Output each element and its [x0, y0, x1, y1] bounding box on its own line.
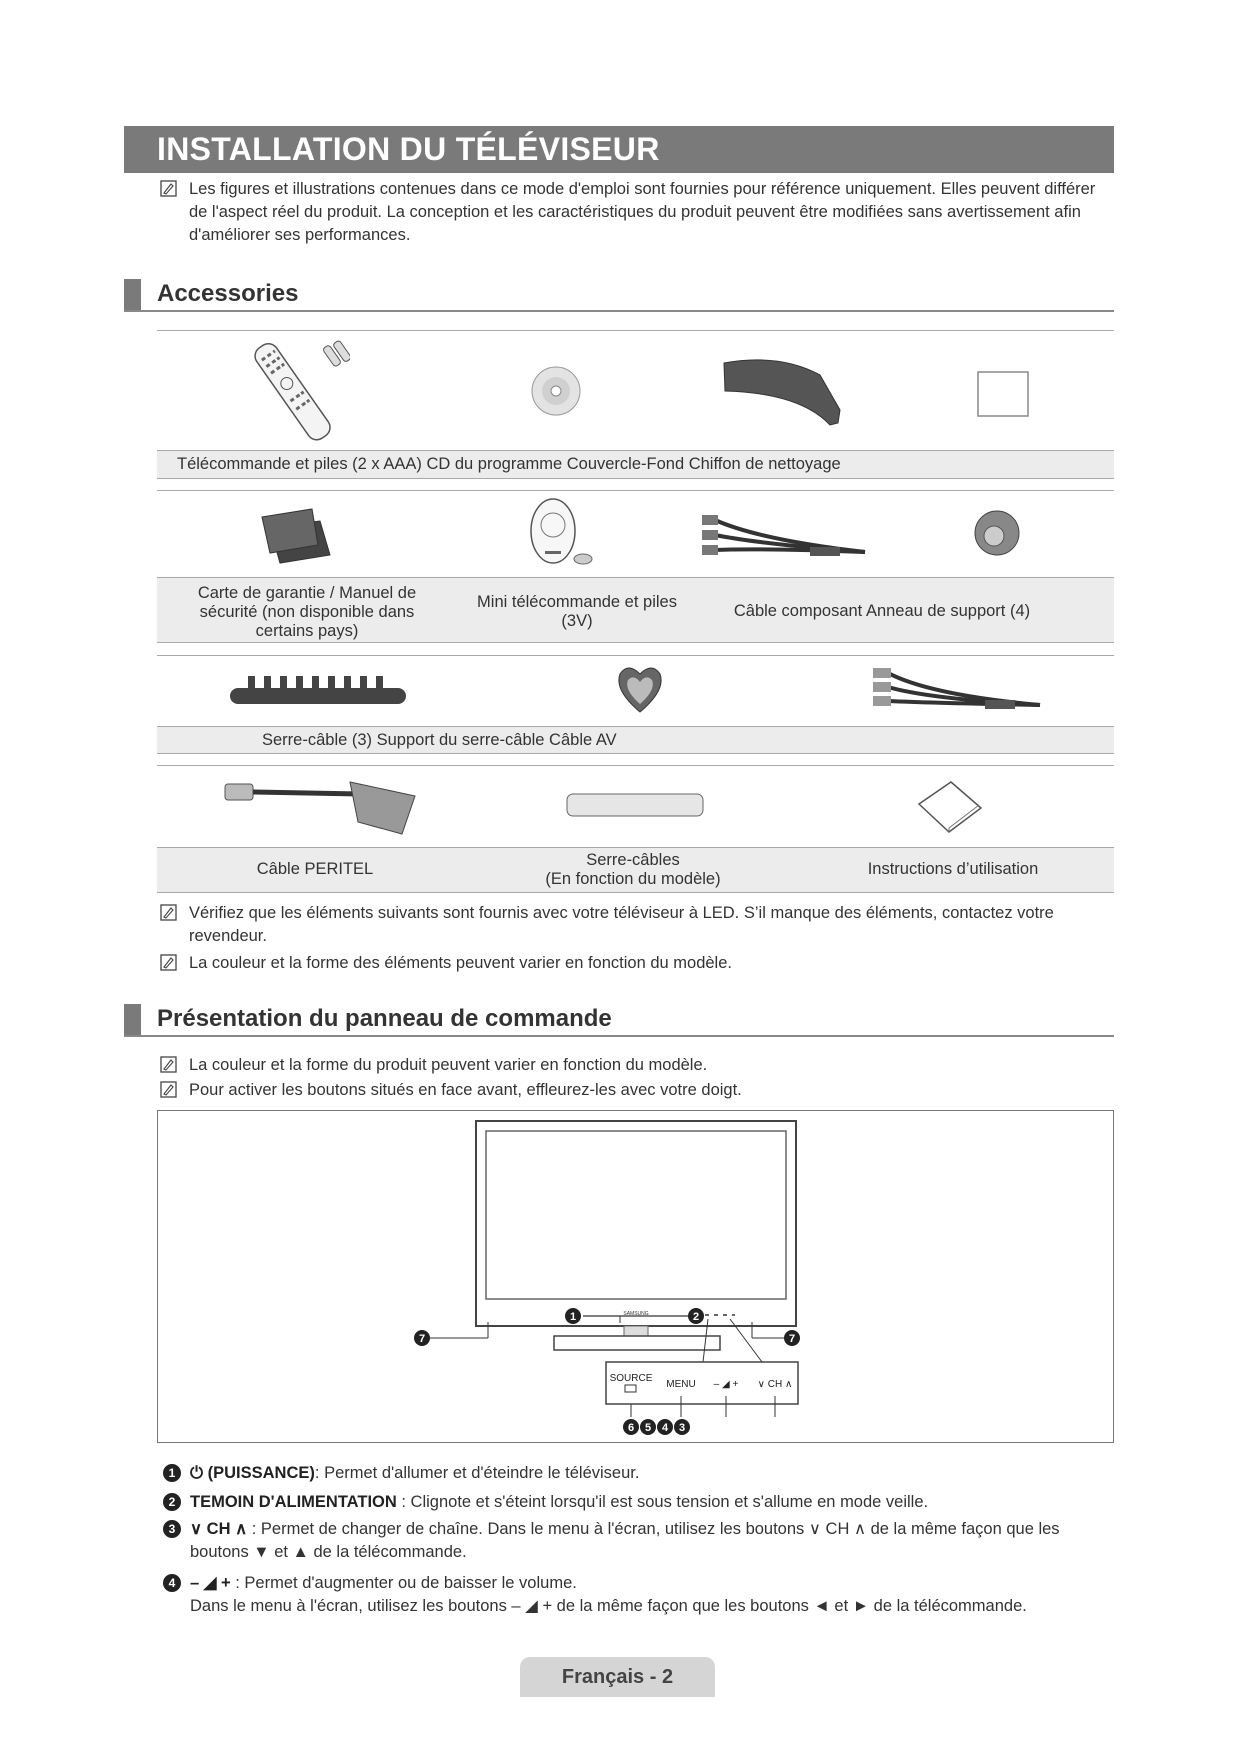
- component-cable-image: [700, 510, 870, 560]
- legend-desc: : Clignote et s'éteint lorsqu'il est sous tension et s'allume en mode veille.: [396, 1493, 929, 1511]
- intro-note: [160, 178, 1120, 250]
- legend-item: [163, 1518, 1123, 1564]
- caption-line: (En fonction du modèle): [545, 870, 721, 888]
- caption-bar: [157, 450, 1114, 479]
- callout-label: 7: [788, 1333, 796, 1345]
- legend-desc: Dans le menu à l'écran, utilisez les boutons – ◢ + de la même façon que les boutons ◄ et ► de la télécommande.: [190, 1597, 1027, 1615]
- cable-holder-image: [610, 660, 670, 720]
- caption-bar: [157, 726, 1114, 754]
- legend-desc: : Permet d'allumer et d'éteindre le téléviseur.: [314, 1464, 640, 1482]
- caption-bar: [157, 847, 1114, 893]
- divider: [157, 330, 1114, 331]
- legend-number: 4: [163, 1574, 181, 1592]
- mini-remote-image: [525, 497, 595, 569]
- caption-scart-cable: Câble PERITEL: [256, 860, 374, 878]
- panel-heading-text: Présentation du panneau de commande: [157, 1005, 612, 1032]
- divider: [157, 655, 1114, 656]
- legend-number: 1: [163, 1464, 181, 1482]
- caption-line: Carte de garantie / Manuel de: [197, 584, 417, 602]
- legend-item: [163, 1462, 1123, 1485]
- panel-note: [160, 1079, 1120, 1102]
- note-line: Vérifiez que les éléments suivants sont fournis avec votre téléviseur à LED. S’il manque des éléments, contactez votre: [189, 904, 1054, 922]
- note-icon: [160, 1056, 177, 1073]
- accessories-caption: Serre-câble (3) Support du serre-câble Câble AV: [262, 731, 617, 749]
- note-icon: [160, 954, 177, 971]
- cd-image: [530, 365, 582, 417]
- support-ring-image: [972, 508, 1022, 558]
- accessories-note: [160, 952, 1120, 975]
- panel-note: [160, 1054, 1120, 1077]
- volume-button-label: – ◢ +: [713, 1379, 739, 1390]
- accessories-caption: Télécommande et piles (2 x AAA) CD du programme Couvercle-Fond Chiffon de nettoyage: [177, 455, 841, 473]
- av-cable-image: [870, 665, 1045, 715]
- warranty-card-image: [258, 505, 333, 565]
- legend-desc: : Permet d'augmenter ou de baisser le volume.: [230, 1574, 577, 1592]
- note-icon: [160, 904, 177, 921]
- callout-label: 1: [569, 1311, 577, 1323]
- page-footer: Français - 2: [520, 1657, 715, 1697]
- note-icon: [160, 1081, 177, 1098]
- accessories-note: [160, 902, 1120, 948]
- caption-line: Serre-câbles: [586, 851, 680, 869]
- intro-note-line: de l'aspect réel du produit. La conception et les caractéristiques du produit peuvent être modifiées sans avertissement afin: [189, 203, 1081, 221]
- tv-diagram: [158, 1111, 1113, 1442]
- legend-number: 2: [163, 1493, 181, 1511]
- user-manual-image: [915, 778, 985, 836]
- legend-number: 3: [163, 1520, 181, 1538]
- legend-term: ∨ CH ∧: [190, 1520, 248, 1538]
- note-line: revendeur.: [189, 927, 267, 945]
- remote-control-image: [240, 335, 350, 445]
- caption-cable-ties: [473, 851, 793, 889]
- callout-label: 2: [692, 1311, 700, 1323]
- note-line: Pour activer les boutons situés en face avant, effleurez-les avec votre doigt.: [189, 1081, 742, 1099]
- caption-component-cable: Câble composant Anneau de support (4): [733, 602, 1031, 620]
- cable-ties-image: [565, 790, 705, 820]
- channel-button-label: ∨ CH ∧: [757, 1379, 793, 1390]
- cable-clamp-image: [228, 670, 408, 710]
- control-panel-diagram: [157, 1110, 1114, 1443]
- caption-warranty-card: [157, 584, 457, 641]
- note-line: La couleur et la forme des éléments peuvent varier en fonction du modèle.: [189, 954, 732, 972]
- page-title: INSTALLATION DU TÉLÉVISEUR: [124, 126, 1114, 173]
- tv-stand-base: [554, 1336, 720, 1350]
- accessories-heading-text: Accessories: [157, 280, 299, 307]
- callout-label: 5: [644, 1422, 652, 1434]
- accessories-heading: [124, 279, 1114, 312]
- scart-cable-image: [220, 778, 420, 836]
- panel-heading: [124, 1004, 1114, 1037]
- caption-mini-remote: [437, 593, 717, 631]
- callout-label: 3: [678, 1422, 686, 1434]
- caption-line: Mini télécommande et piles: [477, 593, 677, 611]
- legend-term: ⏻ (PUISSANCE): [190, 1464, 315, 1482]
- intro-note-line: Les figures et illustrations contenues dans ce mode d'emploi sont fournies pour référence uniquement. Elles peuvent différer: [189, 180, 1096, 198]
- legend-item: [163, 1572, 1123, 1618]
- intro-note-line: d'améliorer ses performances.: [189, 226, 411, 244]
- callout-label: 4: [661, 1422, 669, 1434]
- legend-item: [163, 1491, 1123, 1514]
- menu-button-label: MENU: [666, 1379, 696, 1390]
- caption-line: certains pays): [255, 622, 359, 640]
- caption-bar: [157, 577, 1114, 643]
- caption-line: sécurité (non disponible dans: [199, 603, 415, 621]
- brand-label: SAMSUNG: [623, 1311, 649, 1317]
- heading-marker: [124, 279, 141, 310]
- callout-label: 6: [627, 1422, 635, 1434]
- heading-marker: [124, 1004, 141, 1035]
- divider: [157, 490, 1114, 491]
- source-button-label: SOURCE: [609, 1373, 653, 1384]
- legend-term: – ◢ +: [190, 1574, 231, 1592]
- caption-user-manual: Instructions d’utilisation: [867, 860, 1039, 878]
- legend-desc: : Permet de changer de chaîne. Dans le menu à l'écran, utilisez les boutons ∨ CH ∧ de la même façon que les: [247, 1520, 1060, 1538]
- legend-term: TEMOIN D'ALIMENTATION: [190, 1493, 397, 1511]
- caption-line: (3V): [561, 612, 593, 630]
- cover-bottom-image: [720, 355, 845, 430]
- cleaning-cloth-image: [975, 368, 1031, 418]
- divider: [157, 765, 1114, 766]
- note-line: La couleur et la forme du produit peuvent varier en fonction du modèle.: [189, 1056, 708, 1074]
- tv-screen: [486, 1131, 786, 1299]
- legend-desc: boutons ▼ et ▲ de la télécommande.: [190, 1543, 467, 1561]
- note-icon: [160, 180, 177, 197]
- tv-stand-neck: [624, 1326, 648, 1336]
- callout-label: 7: [418, 1333, 426, 1345]
